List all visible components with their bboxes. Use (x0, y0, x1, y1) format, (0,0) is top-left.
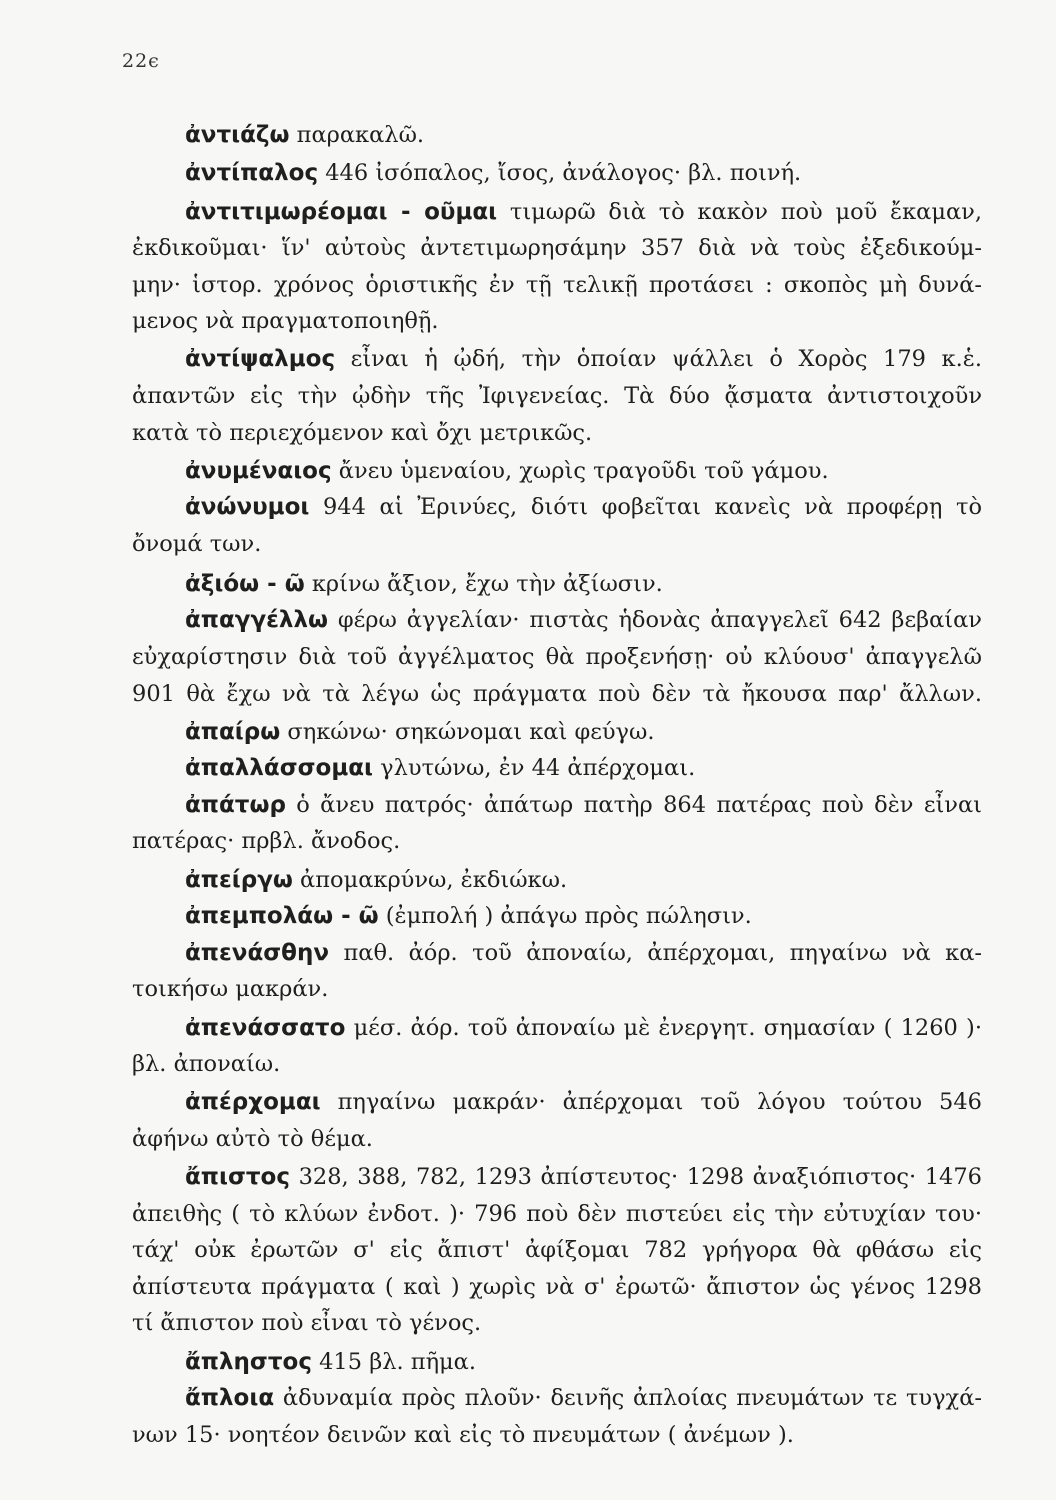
entry-line (132, 158, 982, 188)
definition-text: ἀπειθὴς ( τὸ κλύων ἐνδοτ. )· 796 ποὺ δὲν πιστεύει εἰς τὴν εὐτυχίαν του· (132, 1201, 982, 1227)
entry-line (132, 865, 982, 895)
definition-text: γλυτώνω, ἐν 44 ἀπέρχομαι. (373, 755, 696, 781)
definition-text: νων 15· νοητέον δεινῶν καὶ εἰς τὸ πνευμάτων ( ἀνέμων ). (132, 1422, 794, 1448)
entry-line (132, 1162, 982, 1192)
headword: ἀνυμέναιος (185, 458, 332, 484)
entry-line (132, 456, 982, 486)
entry-line (132, 753, 982, 783)
headword: ἄπλοια (185, 1385, 275, 1411)
definition-text: ἀπομακρύνω, ἐκδιώκω. (292, 867, 568, 893)
page-number: 22ϵ (122, 50, 160, 72)
definition-text: 328, 388, 782, 1293 ἀπίστευτος· 1298 ἀναξιόπιστος· 1476 (289, 1164, 982, 1190)
definition-text: παθ. ἀόρ. τοῦ ἀποναίω, ἀπέρχομαι, πηγαίνω νὰ κα- (329, 940, 982, 966)
definition-text: μην· ἱστορ. χρόνος ὁριστικῆς ἐν τῇ τελικῇ προτάσει : σκοπὸς μὴ δυνά- (132, 272, 982, 298)
definition-text: 446 ἰσόπαλος, ἴσος, ἀνάλογος· βλ. ποινή. (318, 160, 802, 186)
definition-text: ἐκδικοῦμαι· ἵν' αὐτοὺς ἀντετιμωρησάμην 357 διὰ νὰ τοὺς ἐξεδικούμ- (132, 235, 982, 261)
headword: ἀπενάσσατο (185, 1015, 346, 1041)
headword: ἀξιόω - ῶ (185, 571, 305, 597)
continuation-line (132, 826, 982, 856)
entry-line (132, 717, 982, 747)
definition-text: μενος νὰ πραγματοποιηθῇ. (132, 308, 439, 334)
headword: ἀπαγγέλλω (185, 607, 329, 633)
definition-text: 415 βλ. πῆμα. (311, 1349, 477, 1375)
headword: ἀντιτιμωρέομαι - οῦμαι (185, 199, 498, 225)
entry-line (132, 1087, 982, 1117)
definition-text: εὐχαρίστησιν διὰ τοῦ ἀγγέλματος θὰ προξενήσῃ· οὐ κλύουσ' ἀπαγγελῶ (132, 644, 982, 670)
headword: ἀπείργω (185, 867, 293, 893)
headword: ἀντίπαλος (185, 160, 319, 186)
entry-line (132, 120, 982, 150)
definition-text: τιμωρῶ διὰ τὸ κακὸν ποὺ μοῦ ἔκαμαν, (497, 199, 982, 225)
headword: ἀντίψαλμος (185, 346, 336, 372)
continuation-line (132, 1235, 982, 1265)
headword: ἀπαίρω (185, 719, 281, 745)
continuation-line (132, 1124, 982, 1154)
continuation-line (132, 1199, 982, 1229)
definition-text: σηκώνω· σηκώνομαι καὶ φεύγω. (280, 719, 655, 745)
continuation-line (132, 306, 982, 336)
definition-text: βλ. ἀποναίω. (132, 1051, 281, 1077)
entry-line (132, 1347, 982, 1377)
definition-text: πατέρας· πρβλ. ἄνοδος. (132, 828, 401, 854)
definition-text: τί ἄπιστον ποὺ εἶναι τὸ γένος. (132, 1310, 482, 1336)
headword: ἀντιάζω (185, 122, 290, 148)
definition-text: τοικήσω μακράν. (132, 976, 329, 1002)
entry-line (132, 1383, 982, 1413)
entry-line (132, 790, 982, 820)
entry-line (132, 901, 982, 931)
definition-text: (ἐμπολή ) ἀπάγω πρὸς πώλησιν. (378, 903, 752, 929)
definition-text: ἀφήνω αὐτὸ τὸ θέμα. (132, 1126, 373, 1152)
headword: ἄπληστος (185, 1349, 312, 1375)
continuation-line (132, 679, 982, 709)
definition-text: ἀδυναμία πρὸς πλοῦν· δεινῆς ἀπλοίας πνευμάτων τε τυγχά- (274, 1385, 982, 1411)
definition-text: ὄνομά των. (132, 531, 262, 557)
definition-text: πηγαίνω μακράν· ἀπέρχομαι τοῦ λόγου τούτου 546 (320, 1089, 982, 1115)
definition-text: παρακαλῶ. (289, 122, 425, 148)
continuation-line (132, 418, 982, 448)
headword: ἀπέρχομαι (185, 1089, 321, 1115)
entry-line (132, 569, 982, 599)
definition-text: κατὰ τὸ περιεχόμενον καὶ ὄχι μετρικῶς. (132, 420, 593, 446)
definition-text: κρίνω ἄξιον, ἔχω τὴν ἀξίωσιν. (304, 571, 663, 597)
entry-line (132, 938, 982, 968)
entry-line (132, 605, 982, 635)
definition-text: ὁ ἄνευ πατρός· ἀπάτωρ πατὴρ 864 πατέρας ποὺ δὲν εἶναι (285, 792, 982, 818)
headword: ἀπαλλάσσομαι (185, 755, 374, 781)
continuation-line (132, 1272, 982, 1302)
continuation-line (132, 974, 982, 1004)
headword: ἀπάτωρ (185, 792, 286, 818)
continuation-line (132, 1308, 982, 1338)
entry-line (132, 1013, 982, 1043)
definition-text: ἀπίστευτα πράγματα ( καὶ ) χωρὶς νὰ σ' ἐρωτῶ· ἄπιστον ὡς γένος 1298 (132, 1274, 982, 1300)
entry-line (132, 197, 982, 227)
definition-text: φέρω ἀγγελίαν· πιστὰς ἡδονὰς ἀπαγγελεῖ 642 βεβαίαν (328, 607, 982, 633)
continuation-line (132, 529, 982, 559)
definition-text: εἶναι ἡ ᾠδή, τὴν ὁποίαν ψάλλει ὁ Χορὸς 179 κ.ἑ. (335, 346, 982, 372)
definition-text: μέσ. ἀόρ. τοῦ ἀποναίω μὲ ἐνεργητ. σημασίαν ( 1260 )· (345, 1015, 982, 1041)
entry-line (132, 344, 982, 374)
headword: ἀνώνυμοι (185, 494, 310, 520)
continuation-line (132, 233, 982, 263)
continuation-line (132, 381, 982, 411)
headword: ἀπενάσθην (185, 940, 330, 966)
headword: ἀπεμπολάω - ῶ (185, 903, 379, 929)
definition-text: 901 θὰ ἔχω νὰ τὰ λέγω ὡς πράγματα ποὺ δὲν τὰ ἤκουσα παρ' ἄλλων. (132, 681, 982, 707)
definition-text: 944 αἱ Ἐρινύες, διότι φοβεῖται κανεὶς νὰ προφέρῃ τὸ (309, 494, 982, 520)
continuation-line (132, 1049, 982, 1079)
continuation-line (132, 642, 982, 672)
entry-line (132, 492, 982, 522)
continuation-line (132, 1420, 982, 1450)
continuation-line (132, 270, 982, 300)
definition-text: ἀπαντῶν εἰς τὴν ᾠδὴν τῆς Ἰφιγενείας. Τὰ δύο ᾄσματα ἀντιστοιχοῦν (132, 383, 982, 409)
headword: ἄπιστος (185, 1164, 290, 1190)
definition-text: ἄνευ ὑμεναίου, χωρὶς τραγοῦδι τοῦ γάμου. (331, 458, 829, 484)
definition-text: τάχ' οὐκ ἐρωτῶν σ' εἰς ἄπιστ' ἀφίξομαι 782 γρήγορα θὰ φθάσω εἰς (132, 1237, 982, 1263)
